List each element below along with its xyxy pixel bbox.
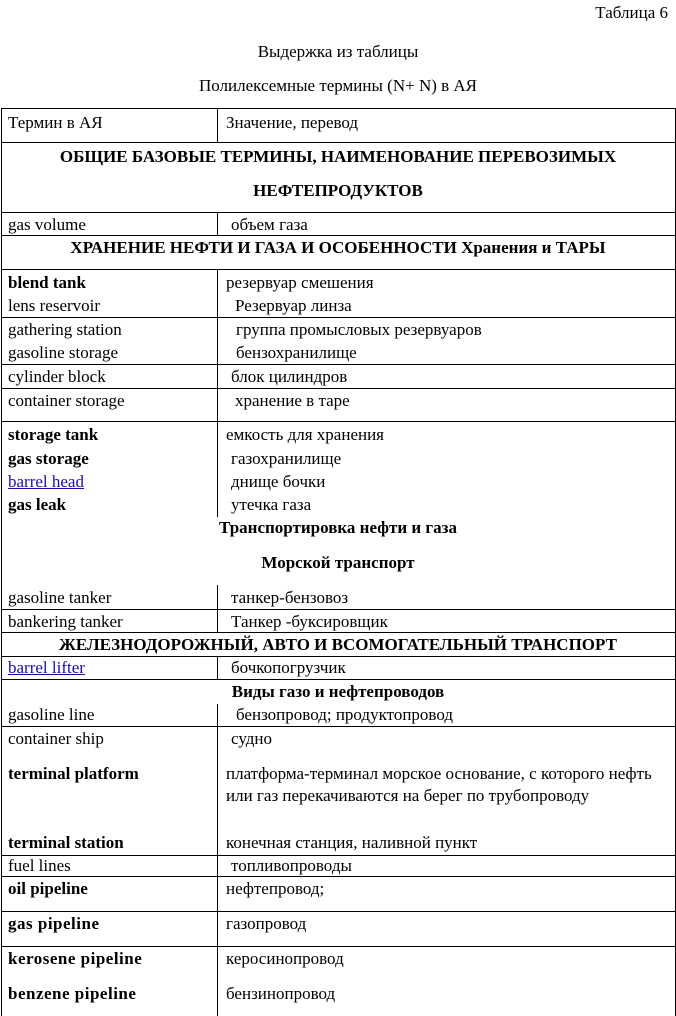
meaning-gas-pipeline: газопровод — [226, 914, 307, 933]
meaning-gasoline-storage: бензохранилище — [236, 343, 357, 362]
column-divider — [217, 269, 218, 517]
row-divider — [1, 632, 675, 633]
meaning-gas-storage: газохранилище — [231, 449, 342, 468]
meaning-oil-pipeline: нефтепровод; — [226, 879, 325, 898]
row-divider — [1, 946, 675, 947]
meaning-lens-reservoir: Резервуар линза — [235, 296, 352, 315]
meaning-storage-tank: емкость для хранения — [226, 425, 385, 444]
meaning-gasoline-line: бензопровод; продуктопровод — [236, 705, 453, 724]
row-divider — [1, 911, 675, 912]
term-cylinder-block: cylinder block — [8, 367, 106, 386]
term-blend-tank: blend tank — [8, 273, 86, 292]
term-benzene-pipeline: benzene pipeline — [8, 984, 137, 1003]
column-divider — [217, 585, 218, 632]
section-heading-pipelines: Виды газо и нефтепроводов — [231, 682, 445, 701]
meaning-blend-tank: резервуар смешения — [226, 273, 374, 292]
meaning-fuel-lines: топливопроводы — [231, 856, 352, 875]
row-divider — [1, 212, 675, 213]
row-divider — [1, 421, 675, 422]
term-gas-leak: gas leak — [8, 495, 67, 514]
term-container-storage: container storage — [8, 391, 125, 410]
row-divider — [1, 726, 675, 727]
meaning-gas-leak: утечка газа — [231, 495, 312, 514]
table-top-border — [1, 108, 675, 109]
meaning-cylinder-block: блок цилиндров — [231, 367, 348, 386]
section-heading-general-cont: НЕФТЕПРОДУКТОВ — [253, 181, 423, 200]
term-gasoline-storage: gasoline storage — [8, 343, 118, 362]
column-divider — [217, 656, 218, 679]
meaning-bankering-tanker: Танкер -буксировщик — [231, 612, 388, 631]
column-divider — [217, 212, 218, 235]
meaning-gas-volume: объем газа — [231, 215, 308, 234]
term-gas-volume: gas volume — [8, 215, 86, 234]
meaning-terminal-station: конечная станция, наливной пункт — [226, 833, 478, 852]
column-header-term: Термин в АЯ — [8, 113, 103, 132]
column-divider — [217, 108, 218, 142]
term-terminal-platform: terminal platform — [8, 764, 139, 783]
term-barrel-head-link[interactable]: barrel head — [8, 472, 84, 491]
row-divider — [1, 388, 675, 389]
meaning-container-storage: хранение в таре — [235, 391, 350, 410]
row-divider — [1, 142, 675, 143]
section-subheading-sea: Морской транспорт — [261, 553, 415, 572]
section-heading-storage: ХРАНЕНИЕ НЕФТИ И ГАЗА И ОСОБЕННОСТИ Хранения и ТАРЫ — [70, 238, 606, 257]
term-terminal-station: terminal station — [8, 833, 124, 852]
meaning-container-ship: судно — [231, 729, 272, 748]
column-header-meaning: Значение, перевод — [226, 113, 359, 132]
table-number-label: Таблица 6 — [595, 3, 668, 22]
term-container-ship: container ship — [8, 729, 104, 748]
row-divider — [1, 364, 675, 365]
row-divider — [1, 317, 675, 318]
row-divider — [1, 876, 675, 877]
meaning-benzene-pipeline: бензинопровод — [226, 984, 336, 1003]
term-lens-reservoir: lens reservoir — [8, 296, 101, 315]
meaning-barrel-lifter: бочкопогрузчик — [231, 658, 346, 677]
row-divider — [1, 656, 675, 657]
meaning-gathering-station: группа промысловых резервуаров — [236, 320, 482, 339]
row-divider — [1, 235, 675, 236]
term-storage-tank: storage tank — [8, 425, 99, 444]
term-gas-pipeline: gas pipeline — [8, 914, 100, 933]
term-gasoline-tanker: gasoline tanker — [8, 588, 112, 607]
term-fuel-lines: fuel lines — [8, 856, 71, 875]
term-gathering-station: gathering station — [8, 320, 122, 339]
meaning-kerosene-pipeline: керосинопровод — [226, 949, 344, 968]
term-bankering-tanker: bankering tanker — [8, 612, 123, 631]
term-kerosene-pipeline: kerosene pipeline — [8, 949, 143, 968]
section-heading-rail-auto: ЖЕЛЕЗНОДОРОЖНЫЙ, АВТО И ВСОМОГАТЕЛЬНЫЙ ТРАНСПОРТ — [59, 635, 617, 654]
row-divider — [1, 609, 675, 610]
table-subtitle: Выдержка из таблицы — [257, 42, 419, 61]
row-divider — [1, 269, 675, 270]
meaning-terminal-platform: платформа-терминал морское основание, с которого нефть или газ перекачиваются на берег по трубопроводу — [226, 764, 652, 805]
term-barrel-lifter-link[interactable]: barrel lifter — [8, 658, 85, 677]
meaning-gasoline-tanker: танкер-бензовоз — [231, 588, 349, 607]
term-gasoline-line: gasoline line — [8, 705, 95, 724]
table-title: Полилексемные термины (N+ N) в АЯ — [198, 76, 478, 95]
column-divider — [217, 704, 218, 1016]
term-gas-storage: gas storage — [8, 449, 89, 468]
term-oil-pipeline: oil pipeline — [8, 879, 88, 898]
section-heading-general: ОБЩИЕ БАЗОВЫЕ ТЕРМИНЫ, НАИМЕНОВАНИЕ ПЕРЕВОЗИМЫХ — [59, 147, 617, 166]
row-divider — [1, 679, 675, 680]
section-heading-transport: Транспортировка нефти и газа — [219, 518, 457, 537]
meaning-barrel-head: днище бочки — [231, 472, 326, 491]
